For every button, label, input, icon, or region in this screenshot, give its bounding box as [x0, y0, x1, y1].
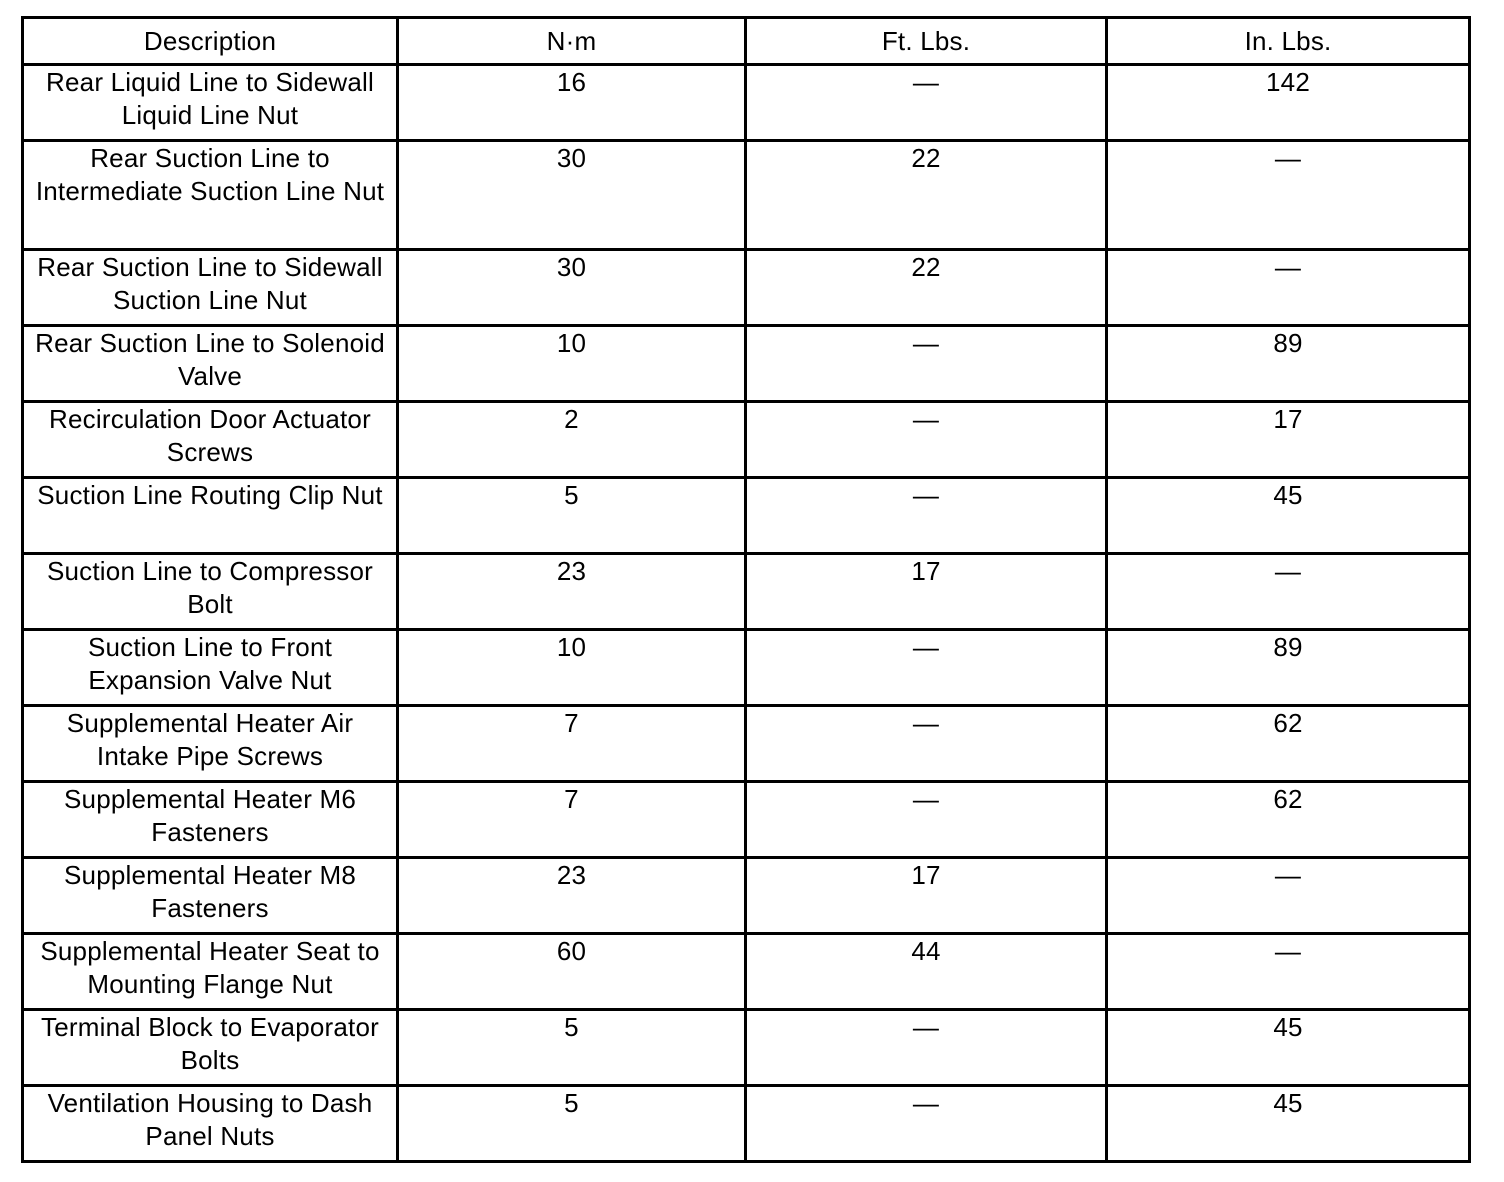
cell-in-lbs: —	[1107, 250, 1470, 326]
cell-nm: 60	[398, 934, 746, 1010]
cell-nm: 10	[398, 326, 746, 402]
cell-nm: 5	[398, 1010, 746, 1086]
cell-description: Rear Liquid Line to Sidewall Liquid Line Nut	[23, 65, 398, 141]
cell-in-lbs: 45	[1107, 478, 1470, 554]
cell-description: Suction Line to Compressor Bolt	[23, 554, 398, 630]
table-row	[23, 934, 1470, 1010]
cell-ft-lbs: 17	[746, 554, 1107, 630]
cell-ft-lbs: —	[746, 782, 1107, 858]
cell-nm: 2	[398, 402, 746, 478]
cell-ft-lbs: —	[746, 630, 1107, 706]
header-in-lbs: In. Lbs.	[1107, 18, 1470, 65]
cell-in-lbs: 45	[1107, 1010, 1470, 1086]
header-description: Description	[23, 18, 398, 65]
cell-nm: 30	[398, 141, 746, 250]
cell-description: Supplemental Heater Seat to Mounting Flange Nut	[23, 934, 398, 1010]
cell-nm: 23	[398, 858, 746, 934]
cell-ft-lbs: —	[746, 706, 1107, 782]
cell-description: Supplemental Heater M6 Fasteners	[23, 782, 398, 858]
table-row	[23, 478, 1470, 554]
cell-in-lbs: 45	[1107, 1086, 1470, 1162]
cell-nm: 7	[398, 782, 746, 858]
cell-in-lbs: 62	[1107, 706, 1470, 782]
table-row	[23, 141, 1470, 250]
cell-nm: 7	[398, 706, 746, 782]
cell-description: Supplemental Heater Air Intake Pipe Screws	[23, 706, 398, 782]
cell-description: Suction Line to Front Expansion Valve Nut	[23, 630, 398, 706]
cell-ft-lbs: —	[746, 478, 1107, 554]
table-row	[23, 706, 1470, 782]
cell-ft-lbs: 22	[746, 141, 1107, 250]
cell-in-lbs: 89	[1107, 630, 1470, 706]
cell-description: Supplemental Heater M8 Fasteners	[23, 858, 398, 934]
cell-description: Rear Suction Line to Solenoid Valve	[23, 326, 398, 402]
cell-in-lbs: —	[1107, 934, 1470, 1010]
torque-spec-table	[21, 16, 1471, 1163]
cell-ft-lbs: —	[746, 65, 1107, 141]
cell-ft-lbs: 17	[746, 858, 1107, 934]
header-ft-lbs: Ft. Lbs.	[746, 18, 1107, 65]
cell-description: Rear Suction Line to Intermediate Suction Line Nut	[23, 141, 398, 250]
table-header-row	[23, 18, 1470, 65]
cell-in-lbs: 142	[1107, 65, 1470, 141]
cell-description: Suction Line Routing Clip Nut	[23, 478, 398, 554]
table-row	[23, 554, 1470, 630]
table-row	[23, 326, 1470, 402]
torque-spec-table-container	[21, 16, 1471, 1163]
cell-in-lbs: —	[1107, 554, 1470, 630]
table-body	[23, 65, 1470, 1162]
cell-description: Rear Suction Line to Sidewall Suction Line Nut	[23, 250, 398, 326]
cell-nm: 16	[398, 65, 746, 141]
cell-ft-lbs: —	[746, 1010, 1107, 1086]
table-row	[23, 402, 1470, 478]
cell-ft-lbs: —	[746, 326, 1107, 402]
cell-in-lbs: —	[1107, 858, 1470, 934]
cell-ft-lbs: 22	[746, 250, 1107, 326]
cell-ft-lbs: 44	[746, 934, 1107, 1010]
table-row	[23, 782, 1470, 858]
cell-in-lbs: 62	[1107, 782, 1470, 858]
cell-nm: 30	[398, 250, 746, 326]
cell-ft-lbs: —	[746, 1086, 1107, 1162]
cell-description: Ventilation Housing to Dash Panel Nuts	[23, 1086, 398, 1162]
cell-description: Recirculation Door Actuator Screws	[23, 402, 398, 478]
table-row	[23, 1086, 1470, 1162]
cell-nm: 5	[398, 1086, 746, 1162]
cell-nm: 10	[398, 630, 746, 706]
cell-nm: 23	[398, 554, 746, 630]
header-nm: N·m	[398, 18, 746, 65]
cell-in-lbs: —	[1107, 141, 1470, 250]
cell-ft-lbs: —	[746, 402, 1107, 478]
table-row	[23, 65, 1470, 141]
table-row	[23, 1010, 1470, 1086]
table-row	[23, 250, 1470, 326]
cell-description: Terminal Block to Evaporator Bolts	[23, 1010, 398, 1086]
table-row	[23, 630, 1470, 706]
cell-nm: 5	[398, 478, 746, 554]
cell-in-lbs: 89	[1107, 326, 1470, 402]
cell-in-lbs: 17	[1107, 402, 1470, 478]
table-row	[23, 858, 1470, 934]
